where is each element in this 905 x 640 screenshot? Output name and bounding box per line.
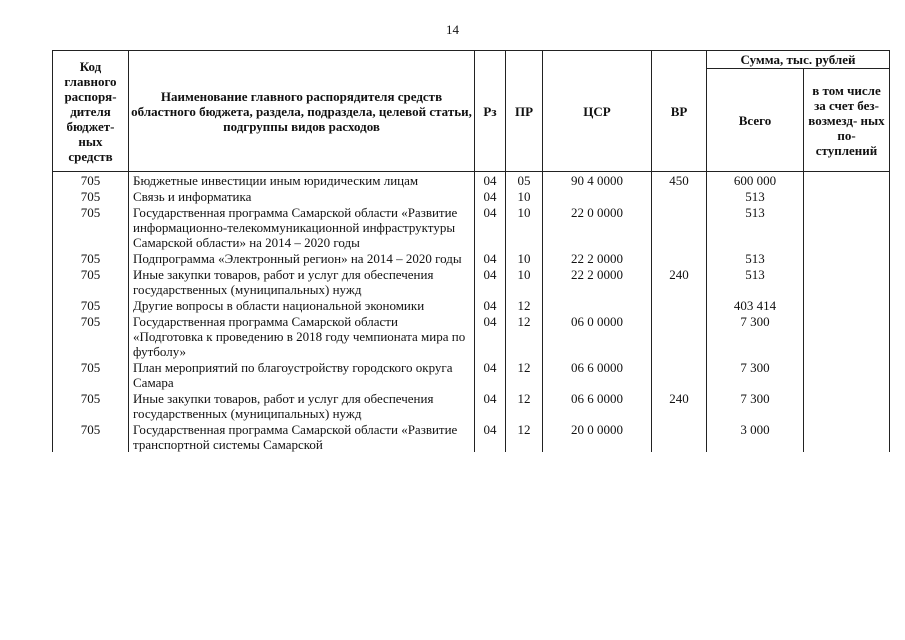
cell-vr (652, 421, 707, 452)
cell-pr: 05 (506, 172, 543, 189)
table-row (53, 359, 890, 390)
cell-incl (804, 172, 890, 189)
cell-csr: 22 0 0000 (543, 204, 652, 250)
cell-code: 705 (53, 266, 129, 297)
cell-incl (804, 359, 890, 390)
cell-vr (652, 204, 707, 250)
cell-total: 513 (707, 188, 804, 204)
table-header (53, 51, 890, 172)
cell-incl (804, 250, 890, 266)
cell-rz: 04 (475, 188, 506, 204)
cell-code: 705 (53, 359, 129, 390)
cell-code: 705 (53, 313, 129, 359)
page-number: 14 (446, 22, 459, 37)
cell-incl (804, 421, 890, 452)
cell-pr: 12 (506, 421, 543, 452)
cell-name: План мероприятий по благоустройству городского округа Самара (129, 359, 475, 390)
cell-pr: 10 (506, 250, 543, 266)
cell-incl (804, 204, 890, 250)
header-code: Код главного распоря- дителя бюджет- ных средств (53, 51, 129, 172)
table-row (53, 172, 890, 189)
cell-total: 513 (707, 204, 804, 250)
table-row (53, 313, 890, 359)
cell-vr (652, 313, 707, 359)
cell-name: Иные закупки товаров, работ и услуг для обеспечения государственных (муниципальных) нужд (129, 390, 475, 421)
cell-pr: 12 (506, 390, 543, 421)
cell-vr: 240 (652, 390, 707, 421)
header-name: Наименование главного распорядителя средств областного бюджета, раздела, подраздела, целевой статьи, подгруппы видов расходов (129, 51, 475, 172)
cell-code: 705 (53, 188, 129, 204)
cell-incl (804, 297, 890, 313)
cell-rz: 04 (475, 204, 506, 250)
cell-pr: 12 (506, 313, 543, 359)
cell-csr (543, 188, 652, 204)
cell-incl (804, 266, 890, 297)
header-rz: Рз (475, 51, 506, 172)
cell-name: Бюджетные инвестиции иным юридическим лицам (129, 172, 475, 189)
cell-vr: 450 (652, 172, 707, 189)
cell-code: 705 (53, 421, 129, 452)
table-row (53, 421, 890, 452)
cell-incl (804, 313, 890, 359)
cell-rz: 04 (475, 390, 506, 421)
cell-code: 705 (53, 297, 129, 313)
cell-vr (652, 188, 707, 204)
cell-total: 403 414 (707, 297, 804, 313)
cell-incl (804, 390, 890, 421)
cell-csr: 06 6 0000 (543, 359, 652, 390)
cell-csr: 90 4 0000 (543, 172, 652, 189)
cell-total: 7 300 (707, 390, 804, 421)
table-row (53, 204, 890, 250)
cell-total: 7 300 (707, 359, 804, 390)
header-csr: ЦСР (543, 51, 652, 172)
cell-total: 7 300 (707, 313, 804, 359)
cell-vr: 240 (652, 266, 707, 297)
table-row (53, 390, 890, 421)
header-incl: в том числе за счет без- возмезд- ных по- ступлений (804, 69, 890, 172)
cell-total: 3 000 (707, 421, 804, 452)
cell-vr (652, 297, 707, 313)
cell-name: Подпрограмма «Электронный регион» на 2014 – 2020 годы (129, 250, 475, 266)
cell-csr: 06 0 0000 (543, 313, 652, 359)
cell-name: Связь и информатика (129, 188, 475, 204)
cell-code: 705 (53, 390, 129, 421)
cell-pr: 10 (506, 204, 543, 250)
cell-csr: 22 2 0000 (543, 250, 652, 266)
cell-rz: 04 (475, 266, 506, 297)
cell-total: 600 000 (707, 172, 804, 189)
cell-pr: 10 (506, 188, 543, 204)
table-row (53, 266, 890, 297)
budget-table (52, 50, 890, 452)
cell-csr (543, 297, 652, 313)
cell-rz: 04 (475, 421, 506, 452)
cell-pr: 12 (506, 359, 543, 390)
cell-name: Государственная программа Самарской области «Подготовка к проведению в 2018 году чемпионата мира по футболу» (129, 313, 475, 359)
table-body (53, 172, 890, 453)
header-vr: ВР (652, 51, 707, 172)
table-row (53, 250, 890, 266)
cell-code: 705 (53, 250, 129, 266)
cell-name: Иные закупки товаров, работ и услуг для обеспечения государственных (муниципальных) нужд (129, 266, 475, 297)
table-row (53, 297, 890, 313)
cell-rz: 04 (475, 359, 506, 390)
cell-name: Государственная программа Самарской области «Развитие транспортной системы Самарской (129, 421, 475, 452)
table-row (53, 188, 890, 204)
cell-pr: 10 (506, 266, 543, 297)
cell-vr (652, 250, 707, 266)
cell-rz: 04 (475, 297, 506, 313)
cell-code: 705 (53, 172, 129, 189)
cell-csr: 22 2 0000 (543, 266, 652, 297)
header-pr: ПР (506, 51, 543, 172)
cell-total: 513 (707, 250, 804, 266)
cell-code: 705 (53, 204, 129, 250)
cell-rz: 04 (475, 313, 506, 359)
cell-vr (652, 359, 707, 390)
header-total: Всего (707, 69, 804, 172)
cell-rz: 04 (475, 250, 506, 266)
cell-csr: 20 0 0000 (543, 421, 652, 452)
cell-csr: 06 6 0000 (543, 390, 652, 421)
cell-rz: 04 (475, 172, 506, 189)
cell-pr: 12 (506, 297, 543, 313)
header-sum-group: Сумма, тыс. рублей (707, 51, 890, 69)
cell-total: 513 (707, 266, 804, 297)
cell-name: Государственная программа Самарской области «Развитие информационно-телекоммуникационной инфраструктуры Самарской области» на 2014 – 2020 годы (129, 204, 475, 250)
cell-name: Другие вопросы в области национальной экономики (129, 297, 475, 313)
cell-incl (804, 188, 890, 204)
